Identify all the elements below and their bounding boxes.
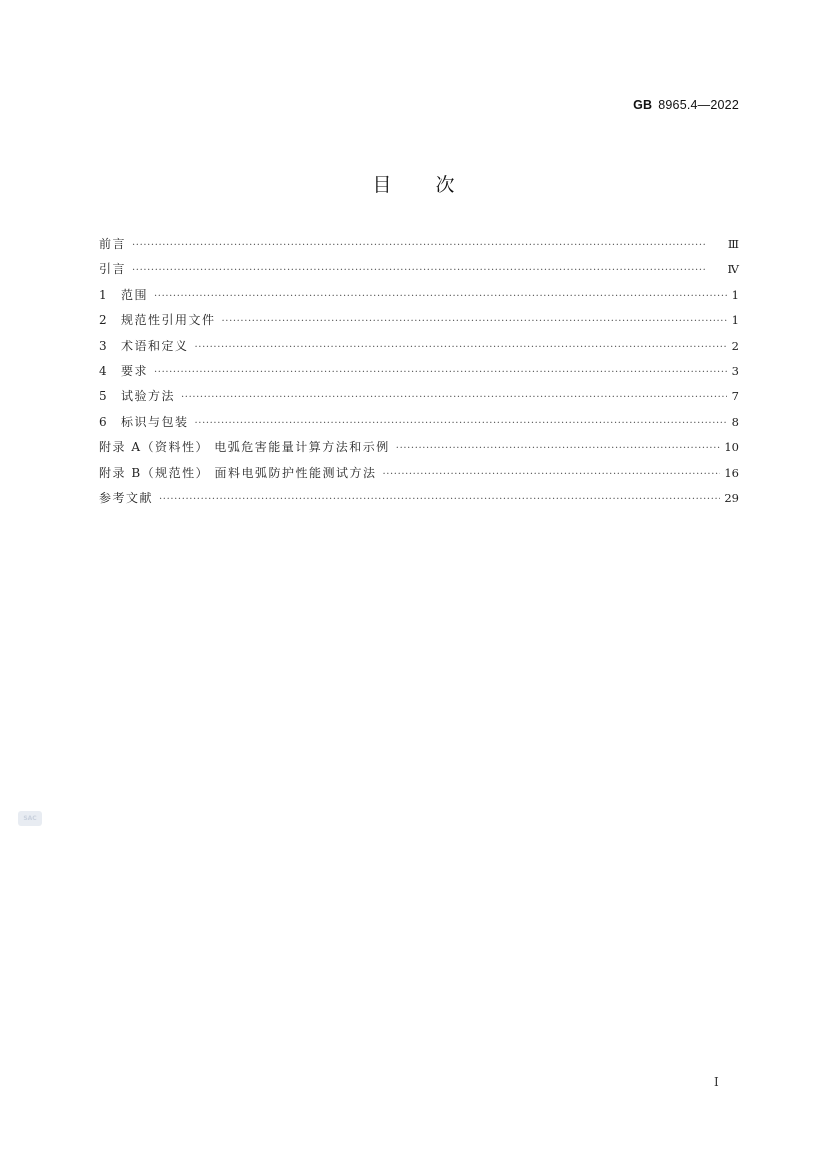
toc-page-number: 29 xyxy=(724,490,739,505)
toc-page-number: 10 xyxy=(724,440,739,455)
toc-page-number: 8 xyxy=(731,414,739,429)
toc-page-number: Ⅲ xyxy=(727,237,739,251)
toc-leader-dots xyxy=(132,265,723,276)
toc-entry-marking-packaging[interactable] xyxy=(99,413,739,438)
toc-page-number: 7 xyxy=(731,389,739,404)
standard-number xyxy=(633,98,739,112)
toc-label: 引言 xyxy=(99,262,127,277)
toc-label: 附录 A（资料性） 电弧危害能量计算方法和示例 xyxy=(99,440,390,455)
toc-label: 规范性引用文件 xyxy=(121,313,216,328)
sac-watermark-logo: SAC xyxy=(18,811,42,826)
toc-label: 前言 xyxy=(99,237,127,251)
toc-leader-dots xyxy=(181,392,727,403)
toc-label: 试验方法 xyxy=(121,389,176,404)
table-of-contents xyxy=(99,235,739,514)
toc-page-number: 1 xyxy=(731,313,739,328)
toc-label: 标识与包装 xyxy=(121,414,189,429)
toc-section-number: 6 xyxy=(99,414,107,429)
toc-entry-annex-a[interactable] xyxy=(99,438,739,463)
toc-section-number: 2 xyxy=(99,313,107,328)
toc-label: 参考文献 xyxy=(99,490,154,505)
toc-entry-foreword[interactable] xyxy=(99,235,739,260)
toc-leader-dots xyxy=(382,469,720,480)
toc-page-number: 2 xyxy=(731,338,739,353)
toc-section-number: 5 xyxy=(99,389,107,404)
page-title: 目次 xyxy=(372,174,499,196)
toc-entry-normative-references[interactable] xyxy=(99,311,739,336)
toc-page-number: Ⅳ xyxy=(727,262,739,277)
toc-entry-bibliography[interactable] xyxy=(99,489,739,514)
toc-leader-dots xyxy=(195,342,727,353)
toc-label: 要求 xyxy=(121,363,149,378)
toc-leader-dots xyxy=(195,418,727,429)
toc-leader-dots xyxy=(154,367,727,378)
toc-entry-introduction[interactable] xyxy=(99,260,739,285)
toc-leader-dots xyxy=(396,443,721,454)
toc-label: 范围 xyxy=(121,287,149,302)
toc-entry-terms-definitions[interactable] xyxy=(99,337,739,362)
toc-section-number: 1 xyxy=(99,287,107,302)
toc-entry-scope[interactable] xyxy=(99,286,739,311)
toc-label: 术语和定义 xyxy=(121,338,189,353)
toc-section-number: 3 xyxy=(99,338,107,353)
toc-entry-requirements[interactable] xyxy=(99,362,739,387)
toc-entry-annex-b[interactable] xyxy=(99,464,739,489)
toc-leader-dots xyxy=(132,240,724,251)
standard-prefix: GB xyxy=(633,98,653,112)
toc-leader-dots xyxy=(159,494,720,505)
toc-page-number: 16 xyxy=(724,465,739,480)
toc-leader-dots xyxy=(154,291,727,302)
standard-code: 8965.4—2022 xyxy=(658,98,739,112)
toc-label: 附录 B（规范性） 面料电弧防护性能测试方法 xyxy=(99,465,377,480)
page-number: I xyxy=(714,1075,719,1089)
toc-page-number: 1 xyxy=(731,287,739,302)
toc-leader-dots xyxy=(222,316,727,327)
toc-section-number: 4 xyxy=(99,363,107,378)
toc-entry-test-methods[interactable] xyxy=(99,387,739,412)
toc-page-number: 3 xyxy=(731,363,739,378)
